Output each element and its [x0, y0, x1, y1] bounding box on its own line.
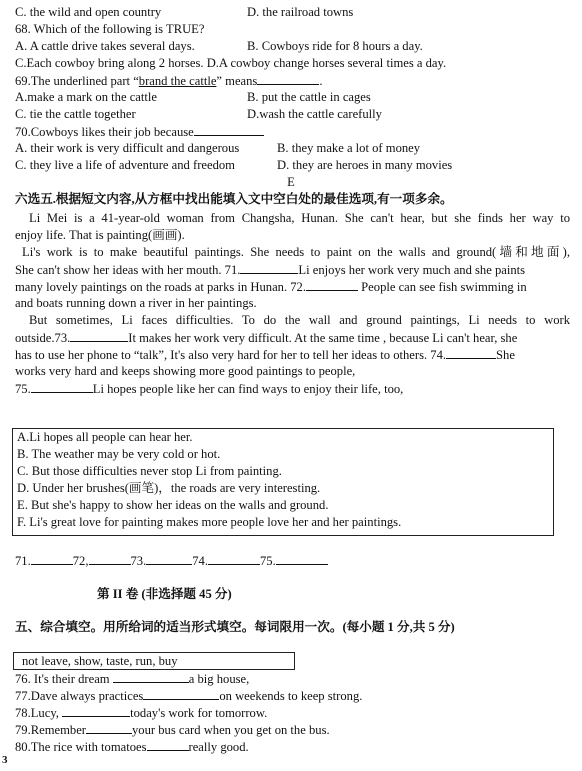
q80-text-b: really good. — [188, 740, 249, 754]
q80 — [15, 738, 570, 756]
q68-stem: 68. Which of the following is TRUE? — [15, 22, 205, 36]
passage-p3-line2 — [15, 329, 570, 347]
q69-stem-post: ” means — [216, 74, 258, 88]
q79 — [15, 721, 570, 739]
q80-blank — [147, 738, 189, 751]
q69-option-b: B. put the cattle in cages — [247, 90, 371, 104]
q78-blank — [62, 704, 130, 717]
q76-blank — [113, 670, 189, 683]
q70-stem — [15, 123, 570, 141]
q70-options-ab — [15, 140, 570, 157]
q78 — [15, 704, 570, 722]
passage-p3-line3-b: She — [496, 348, 515, 362]
q70-option-c: C. they live a life of adventure and freedom — [15, 158, 235, 172]
blank-75 — [31, 380, 93, 393]
q80-text-a: 80.The rice with tomatoes — [15, 740, 147, 754]
q69-options-cd — [15, 106, 570, 123]
passage-p3-line4: works very hard and keeps showing more good paintings to people, — [15, 364, 356, 378]
q69-option-a: A.make a mark on the cattle — [15, 90, 157, 104]
q76-text-b: a big house, — [188, 672, 250, 686]
option-e: E. But she's happy to show her ideas on the walls and ground. — [17, 498, 329, 512]
passage-p2-line3-b: People can see fish swimming in — [361, 280, 527, 294]
option-b: B. The weather may be very cold or hot. — [17, 447, 221, 461]
q69-stem-pre: 69.The underlined part “ — [15, 74, 139, 88]
section6-heading: 六选五.根据短文内容,从方框中找出能填入文中空白处的最佳选项,有一项多余。 — [15, 192, 453, 206]
option-a: A.Li hopes all people can hear her. — [17, 430, 193, 444]
word-box — [13, 652, 295, 670]
q69-option-d: D.wash the cattle carefully — [247, 107, 382, 121]
q67-option-d: D. the railroad towns — [247, 5, 354, 19]
q77-blank — [143, 687, 219, 700]
q69-option-c: C. tie the cattle together — [15, 107, 136, 121]
q68-option-d: D.A cowboy change horses several times a day. — [206, 56, 447, 70]
answer-72-label: 72, — [72, 554, 89, 568]
answer-75-label: 75. — [260, 554, 276, 568]
q67-option-c: C. the wild and open country — [15, 5, 162, 19]
section-letter: E — [287, 175, 295, 189]
answer-71-blank — [31, 552, 73, 565]
options-box — [12, 428, 554, 536]
q79-text-b: your bus card when you get on the bus. — [132, 723, 330, 737]
passage-p1-line1: Li Mei is a 41-year-old woman from Changsha, Hunan. She can't hear, but she finds her way to — [29, 211, 570, 225]
answer-line — [15, 552, 570, 570]
passage-p3-line3-a: has to use her phone to “talk”, It's also very hard for her to tell her ideas to others. 74. — [15, 348, 447, 362]
answer-72-blank — [89, 552, 131, 565]
q70-option-d: D. they are heroes in many movies — [277, 158, 453, 172]
q79-blank — [86, 721, 132, 734]
q67-options — [15, 4, 570, 21]
option-c: C. But those difficulties never stop Li from painting. — [17, 464, 282, 478]
blank-71 — [240, 261, 298, 274]
passage-p1-line2: enjoy life. That is painting(画画). — [15, 228, 185, 242]
passage-p3-line5-b: Li hopes people like her can find ways to enjoy their life, too, — [92, 382, 404, 396]
passage-p2-line4: and boats running down a river in her paintings. — [15, 296, 257, 310]
q70-stem-text: 70.Cowboys likes their job because — [15, 125, 194, 139]
passage-p3-line5 — [15, 380, 570, 398]
q76-text-a: 76. It's their dream — [15, 672, 110, 686]
answer-71-label: 71. — [15, 554, 31, 568]
passage-p2-line3 — [15, 278, 570, 296]
passage-p3-line2-b: It makes her work very difficult. At the same time , because Li can't hear, she — [128, 331, 518, 345]
q77-text-a: 77.Dave always practices — [15, 689, 144, 703]
q70-option-a: A. their work is very difficult and dangerous — [15, 141, 240, 155]
page-number: 3 — [2, 754, 8, 766]
answer-73-blank — [146, 552, 192, 565]
blank-72 — [306, 278, 358, 291]
answer-74-blank — [208, 552, 260, 565]
answer-74-label: 74. — [192, 554, 208, 568]
answer-73-label: 73. — [130, 554, 147, 568]
q70-options-cd — [15, 157, 570, 174]
q69-options-ab — [15, 89, 570, 106]
q68-option-c: C.Each cowboy bring along 2 horses. — [15, 56, 204, 70]
q78-text-b: today's work for tomorrow. — [130, 706, 268, 720]
q77-text-b: on weekends to keep strong. — [219, 689, 363, 703]
q70-option-b: B. they make a lot of money — [277, 141, 421, 155]
q77 — [15, 687, 570, 705]
word-list: not leave, show, taste, run, buy — [22, 654, 178, 668]
q68-option-b: B. Cowboys ride for 8 hours a day. — [247, 39, 423, 53]
passage-p3-line2-a: outside.73. — [15, 331, 71, 345]
part2-title: 第 II 卷 (非选择题 45 分) — [97, 587, 232, 601]
q70-blank — [194, 123, 264, 136]
passage-p2-line2-b: Li enjoys her work very much and she paints — [298, 263, 526, 277]
option-d: D. Under her brushes(画笔)，the roads are very interesting. — [17, 481, 321, 495]
section5-heading: 五、综合填空。用所给词的适当形式填空。每词限用一次。(每小题 1 分,共 5 分) — [15, 620, 455, 634]
passage-p2-line2-a: She can't show her ideas with her mouth. 71. — [15, 263, 241, 277]
passage-p2-line1: Li's work is to make beautiful paintings. She needs to paint on the walls and ground(墙和地面), — [22, 245, 570, 259]
q68-option-a: A. A cattle drive takes several days. — [15, 39, 195, 53]
q79-text-a: 79.Remember — [15, 723, 86, 737]
q69-blank — [257, 72, 319, 85]
passage-p3-line1: But sometimes, Li faces difficulties. To do the wall and ground paintings, Li needs to work — [29, 313, 570, 327]
passage-p3-line5-a: 75. — [15, 382, 31, 396]
passage-p2-line2 — [15, 261, 570, 279]
blank-74 — [446, 346, 496, 359]
answer-75-blank — [276, 552, 328, 565]
q76 — [15, 670, 570, 688]
q68-options-ab — [15, 38, 570, 55]
blank-73 — [70, 329, 128, 342]
q69-stem: 69.The underlined part “brand the cattle” means . — [15, 74, 323, 88]
q69-underlined-phrase: brand the cattle — [138, 74, 217, 88]
passage-p2-line3-a: many lovely paintings on the roads at parks in Hunan. 72. — [15, 280, 307, 294]
option-f: F. Li's great love for painting makes more people love her and her paintings. — [17, 515, 402, 529]
passage-p3-line3 — [15, 346, 570, 364]
q68-options-cd — [15, 55, 570, 72]
q78-text-a: 78.Lucy, — [15, 706, 59, 720]
